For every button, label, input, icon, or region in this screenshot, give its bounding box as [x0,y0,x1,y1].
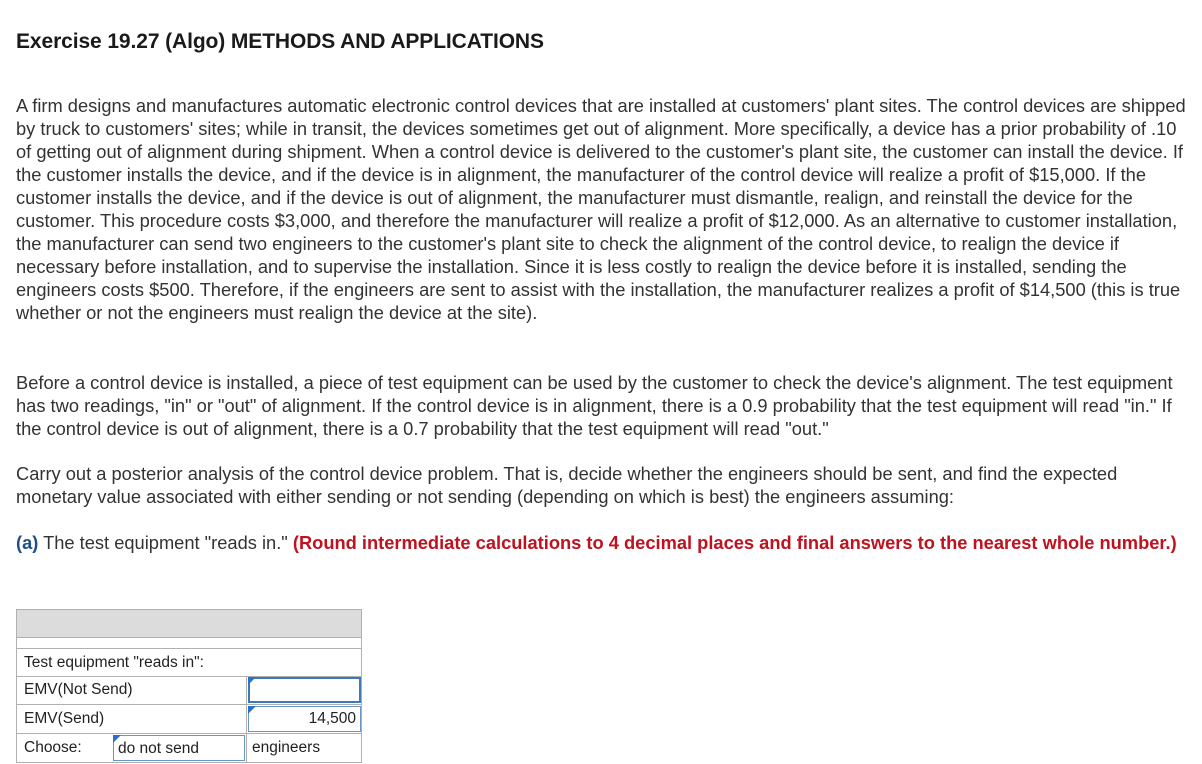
column-divider [246,705,247,733]
emv-send-input[interactable] [248,706,361,732]
table-row-emv-send [16,705,362,734]
table-row-emv-not-send [16,676,362,705]
emv-not-send-input[interactable] [248,677,361,703]
choose-result-text: engineers [252,739,321,756]
emv-send-label: EMV(Send) [24,710,105,727]
input-corner-marker-icon [248,706,256,714]
dropdown-corner-marker-icon [113,735,121,743]
table-row-choose [16,734,362,763]
problem-paragraph-1: A firm designs and manufactures automatic electronic control devices that are installed at customers' plant sites. The control devices are shipped by truck to customers' sites; while in transit, the devices sometimes get out of alignment. More specifically, a device has a prior probability of .10 of getting out of alignment during shipment. When a control device is delivered to the customer's plant site, the customer can install the device. If the customer installs the device, and if the device is in alignment, the manufacturer of the control device will realize a profit of $15,000. If the customer installs the device, and if the device is out of alignment, the manufacturer must dismantle, realign, and reinstall the device for the customer. This procedure costs $3,000, and therefore the manufacturer will realize a profit of $12,000. As an alternative to customer installation, the manufacturer can send two engineers to the customer's plant site to check the alignment of the control device, to realign the device if necessary before installation, and to supervise the installation. Since it is less costly to realign the device before it is installed, sending the engineers costs $500. Therefore, if the engineers are sent to assist with the installation, the manufacturer realizes a profit of $14,500 (this is true whether or not the engineers must realign the device at the site). [16,95,1186,323]
column-divider [246,734,247,762]
table-row-heading [16,648,362,677]
table-spacer [16,638,362,648]
choose-decision-dropdown[interactable]: do not send [113,735,245,761]
answer-table [16,609,362,757]
choose-label: Choose: [24,739,82,756]
rounding-instruction: (Round intermediate calculations to 4 decimal places and final answers to the nearest whole number.) [292,532,1177,553]
problem-paragraph-2: Before a control device is installed, a piece of test equipment can be used by the customer to check the device's alignment. The test equipment has two readings, "in" or "out" of alignment. If the control device is in alignment, there is a 0.9 probability that the test equipment will read "in." If the control device is out of alignment, there is a 0.7 probability that the test equipment will read "out." [16,372,1173,439]
part-a-text: The test equipment "reads in." [38,532,293,553]
emv-not-send-label: EMV(Not Send) [24,681,133,698]
column-divider [246,676,247,704]
reads-in-heading: Test equipment "reads in": [24,654,204,671]
input-corner-marker-icon [248,677,256,685]
part-a-prompt [16,531,1194,554]
problem-paragraph-3: Carry out a posterior analysis of the control device problem. That is, decide whether the engineers should be sent, and find the expected monetary value associated with either sending or not sending (depending on which is best) the engineers assuming: [16,463,1118,507]
exercise-title: Exercise 19.27 (Algo) METHODS AND APPLICATIONS [16,30,544,53]
table-header-bar [16,609,362,638]
part-a-label: (a) [16,532,39,553]
